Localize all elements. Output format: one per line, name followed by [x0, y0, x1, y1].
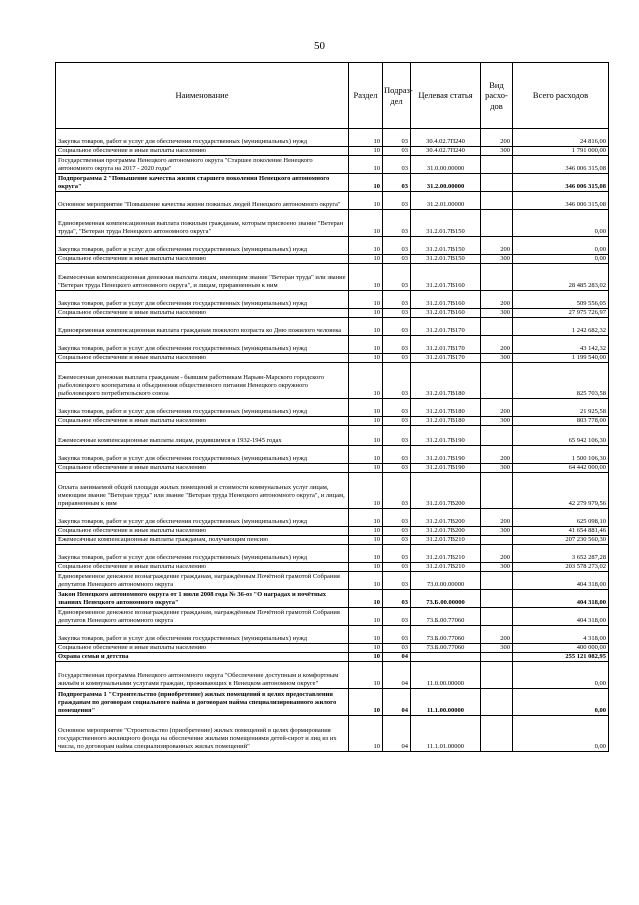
cell-article: 30.4.02.7П240: [411, 147, 481, 156]
table-row: [56, 426, 609, 446]
cell-section: 10: [349, 264, 383, 291]
cell-name: Социальное обеспечение и иные выплаты населению: [56, 255, 349, 264]
cell-section: 10: [349, 129, 383, 147]
cell-total: 42 279 979,56: [513, 473, 609, 509]
cell-article: 31.2.01.7В150: [411, 210, 481, 237]
cell-subsection: 03: [383, 192, 411, 210]
cell-subsection: 03: [383, 644, 411, 653]
table-row: [56, 473, 609, 509]
cell-name: Подпрограмма 1 "Строительство (приобретение) жилых помещений в целях предоставления гражданам по договорам социального найма и договорам найма специализированного жилого помещения": [56, 689, 349, 716]
cell-name: Закон Ненецкого автономного округа от 1 июля 2008 года № 36-оз "О наградах и почётных званиях Ненецкого автономного округа": [56, 590, 349, 608]
cell-total: 0,00: [513, 255, 609, 264]
header-name: Наименование: [56, 63, 349, 129]
cell-article: 31.2.01.7В190: [411, 464, 481, 473]
cell-article: 31.2.01.7В150: [411, 237, 481, 255]
cell-total: 0,00: [513, 237, 609, 255]
header-subsection: Подраз- дел: [383, 63, 411, 129]
cell-article: 31.2.01.7В170: [411, 318, 481, 336]
cell-name: Социальное обеспечение и иные выплаты населению: [56, 147, 349, 156]
cell-subsection: 03: [383, 237, 411, 255]
table-row: [56, 309, 609, 318]
cell-article: 31.0.00.00000: [411, 156, 481, 174]
cell-article: 31.2.01.7В190: [411, 446, 481, 464]
cell-subsection: 03: [383, 336, 411, 354]
cell-total: 43 142,32: [513, 336, 609, 354]
cell-name: Государственная программа Ненецкого автономного округа "Старшее поколение Ненецкого автономного округа на 2017 - 2020 годы": [56, 156, 349, 174]
cell-name: Ежемесячная компенсационная денежная выплата лицам, имеющим звание "Ветеран труда" или звание "Ветеран труда Ненецкого автономного округа", и лицам, приравненным к ним: [56, 264, 349, 291]
cell-name: Социальное обеспечение и иные выплаты населению: [56, 309, 349, 318]
cell-kind: [481, 192, 513, 210]
cell-total: 0,00: [513, 210, 609, 237]
cell-kind: [481, 264, 513, 291]
cell-total: 1 242 682,32: [513, 318, 609, 336]
cell-article: 31.2.00.00000: [411, 174, 481, 192]
table-row: [56, 129, 609, 147]
cell-article: 31.2.01.7В180: [411, 363, 481, 399]
cell-kind: 300: [481, 255, 513, 264]
table-row: [56, 210, 609, 237]
cell-article: 31.2.01.7В160: [411, 291, 481, 309]
table-row: [56, 174, 609, 192]
cell-section: 10: [349, 608, 383, 626]
table-row: [56, 545, 609, 563]
cell-section: 10: [349, 545, 383, 563]
cell-kind: 300: [481, 354, 513, 363]
table-body: [56, 129, 609, 752]
cell-name: Единовременная компенсационная выплата гражданам пожилого возраста ко Дню пожилого человека: [56, 318, 349, 336]
cell-subsection: 03: [383, 626, 411, 644]
table-row: [56, 644, 609, 653]
cell-kind: [481, 590, 513, 608]
cell-total: 400 000,00: [513, 644, 609, 653]
cell-kind: [481, 473, 513, 509]
cell-total: 825 703,58: [513, 363, 609, 399]
cell-kind: 300: [481, 147, 513, 156]
cell-section: 10: [349, 653, 383, 662]
cell-section: 10: [349, 291, 383, 309]
cell-total: 3 652 287,28: [513, 545, 609, 563]
cell-total: 346 006 315,08: [513, 192, 609, 210]
cell-kind: [481, 426, 513, 446]
cell-article: 31.2.01.7В150: [411, 255, 481, 264]
cell-subsection: 03: [383, 129, 411, 147]
cell-article: 31.2.01.7В200: [411, 509, 481, 527]
cell-kind: [481, 689, 513, 716]
cell-section: 10: [349, 626, 383, 644]
cell-total: 0,00: [513, 716, 609, 752]
cell-section: 10: [349, 716, 383, 752]
cell-total: 0,00: [513, 662, 609, 689]
cell-name: Государственная программа Ненецкого автономного округа "Обеспечение доступным и комфортным жильём и коммунальными услугами граждан, проживающих в Ненецком автономном округе": [56, 662, 349, 689]
cell-kind: [481, 210, 513, 237]
table-row: [56, 653, 609, 662]
cell-section: 10: [349, 399, 383, 417]
cell-article: [411, 653, 481, 662]
cell-total: 28 485 283,02: [513, 264, 609, 291]
cell-article: 73.Б.00.77060: [411, 608, 481, 626]
cell-subsection: 03: [383, 446, 411, 464]
cell-subsection: 03: [383, 608, 411, 626]
table-row: [56, 464, 609, 473]
cell-subsection: 03: [383, 536, 411, 545]
cell-section: 10: [349, 174, 383, 192]
cell-subsection: 03: [383, 426, 411, 446]
cell-name: Основное мероприятие "Повышение качества жизни пожилых людей Ненецкого автономного округа": [56, 192, 349, 210]
cell-article: 73.Б.00.77060: [411, 626, 481, 644]
cell-name: Закупка товаров, работ и услуг для обеспечения государственных (муниципальных) нужд: [56, 399, 349, 417]
cell-total: 625 098,10: [513, 509, 609, 527]
cell-subsection: 03: [383, 147, 411, 156]
cell-total: 21 925,58: [513, 399, 609, 417]
cell-subsection: 03: [383, 527, 411, 536]
table-header-row: [56, 63, 609, 129]
cell-section: 10: [349, 426, 383, 446]
table-row: [56, 363, 609, 399]
cell-name: Оплата занимаемой общей площади жилых помещений и стоимости коммунальных услуг лицам, имеющим звание "Ветеран труда" или звание "Ветеран труда Ненецкого автономного округа", и лицам, приравненным к ним: [56, 473, 349, 509]
cell-section: 10: [349, 473, 383, 509]
cell-total: 1 791 000,00: [513, 147, 609, 156]
cell-article: 31.2.01.7В210: [411, 536, 481, 545]
cell-article: 31.2.01.7В170: [411, 336, 481, 354]
cell-subsection: 03: [383, 509, 411, 527]
table-row: [56, 192, 609, 210]
cell-subsection: 04: [383, 716, 411, 752]
table-row: [56, 446, 609, 464]
cell-kind: [481, 536, 513, 545]
cell-total: 255 121 082,95: [513, 653, 609, 662]
cell-subsection: 03: [383, 264, 411, 291]
cell-subsection: 03: [383, 473, 411, 509]
cell-total: 1 199 540,00: [513, 354, 609, 363]
cell-article: 73.Б.00.77060: [411, 644, 481, 653]
cell-section: 10: [349, 192, 383, 210]
cell-name: Социальное обеспечение и иные выплаты населению: [56, 527, 349, 536]
cell-kind: 300: [481, 464, 513, 473]
budget-table: [55, 62, 609, 752]
cell-kind: [481, 608, 513, 626]
cell-subsection: 03: [383, 354, 411, 363]
cell-name: Социальное обеспечение и иные выплаты населению: [56, 644, 349, 653]
table-row: [56, 608, 609, 626]
cell-section: 10: [349, 309, 383, 318]
cell-subsection: 03: [383, 399, 411, 417]
cell-name: Закупка товаров, работ и услуг для обеспечения государственных (муниципальных) нужд: [56, 626, 349, 644]
cell-subsection: 03: [383, 156, 411, 174]
cell-kind: [481, 662, 513, 689]
cell-article: 30.4.02.7П240: [411, 129, 481, 147]
table-row: [56, 264, 609, 291]
cell-name: Единовременная компенсационная выплата пожилым гражданам, которым присвоено звание "Ветеран труда", "Ветеран труда Ненецкого автономного округа": [56, 210, 349, 237]
cell-kind: 200: [481, 446, 513, 464]
cell-subsection: 03: [383, 572, 411, 590]
cell-subsection: 03: [383, 363, 411, 399]
table-row: [56, 291, 609, 309]
cell-total: 207 230 560,30: [513, 536, 609, 545]
cell-article: 31.2.01.7В160: [411, 309, 481, 318]
cell-total: 346 006 315,08: [513, 156, 609, 174]
cell-name: Социальное обеспечение и иные выплаты населению: [56, 563, 349, 572]
table-row: [56, 255, 609, 264]
cell-section: 10: [349, 536, 383, 545]
cell-subsection: 03: [383, 545, 411, 563]
cell-name: Закупка товаров, работ и услуг для обеспечения государственных (муниципальных) нужд: [56, 336, 349, 354]
cell-kind: 300: [481, 527, 513, 536]
cell-section: 10: [349, 318, 383, 336]
cell-subsection: 04: [383, 689, 411, 716]
cell-kind: 200: [481, 336, 513, 354]
table-row: [56, 336, 609, 354]
cell-name: Закупка товаров, работ и услуг для обеспечения государственных (муниципальных) нужд: [56, 291, 349, 309]
table-row: [56, 509, 609, 527]
cell-section: 10: [349, 156, 383, 174]
table-row: [56, 662, 609, 689]
cell-name: Закупка товаров, работ и услуг для обеспечения государственных (муниципальных) нужд: [56, 446, 349, 464]
cell-section: 10: [349, 563, 383, 572]
cell-name: Закупка товаров, работ и услуг для обеспечения государственных (муниципальных) нужд: [56, 545, 349, 563]
table-row: [56, 527, 609, 536]
cell-kind: 200: [481, 237, 513, 255]
cell-kind: [481, 318, 513, 336]
page-number: 50: [314, 40, 325, 52]
cell-section: 10: [349, 527, 383, 536]
cell-subsection: 04: [383, 653, 411, 662]
cell-article: 31.2.01.7В200: [411, 473, 481, 509]
cell-article: 31.2.01.7В210: [411, 545, 481, 563]
cell-kind: 200: [481, 399, 513, 417]
cell-subsection: 03: [383, 590, 411, 608]
cell-total: 203 578 273,02: [513, 563, 609, 572]
cell-name: Охрана семьи и детства: [56, 653, 349, 662]
header-section: Раздел: [349, 63, 383, 129]
cell-kind: 200: [481, 626, 513, 644]
cell-section: 10: [349, 509, 383, 527]
cell-total: 4 318,00: [513, 626, 609, 644]
cell-kind: 200: [481, 129, 513, 147]
cell-section: 10: [349, 662, 383, 689]
cell-total: 27 975 726,97: [513, 309, 609, 318]
header-kind: Вид расхо- дов: [481, 63, 513, 129]
cell-subsection: 03: [383, 255, 411, 264]
cell-section: 10: [349, 572, 383, 590]
cell-article: 73.Б.00.00000: [411, 590, 481, 608]
cell-section: 10: [349, 147, 383, 156]
table-row: [56, 563, 609, 572]
cell-section: 10: [349, 237, 383, 255]
cell-article: 31.2.01.7В160: [411, 264, 481, 291]
table-row: [56, 689, 609, 716]
cell-article: 31.2.01.7В180: [411, 417, 481, 426]
cell-article: 31.2.01.00000: [411, 192, 481, 210]
cell-total: 41 654 881,46: [513, 527, 609, 536]
table-row: [56, 156, 609, 174]
cell-subsection: 03: [383, 464, 411, 473]
cell-subsection: 03: [383, 291, 411, 309]
cell-kind: 300: [481, 563, 513, 572]
cell-subsection: 03: [383, 417, 411, 426]
cell-name: Подпрограмма 2 "Повышение качества жизни старшего поколения Ненецкого автономного округа": [56, 174, 349, 192]
cell-section: 10: [349, 590, 383, 608]
cell-kind: [481, 363, 513, 399]
cell-name: Социальное обеспечение и иные выплаты населению: [56, 354, 349, 363]
cell-section: 10: [349, 363, 383, 399]
cell-total: 1 500 106,30: [513, 446, 609, 464]
table-row: [56, 354, 609, 363]
table-row: [56, 147, 609, 156]
cell-article: 73.0.00.00000: [411, 572, 481, 590]
cell-kind: [481, 572, 513, 590]
cell-section: 10: [349, 210, 383, 237]
cell-name: Закупка товаров, работ и услуг для обеспечения государственных (муниципальных) нужд: [56, 237, 349, 255]
cell-kind: 300: [481, 417, 513, 426]
table-row: [56, 318, 609, 336]
cell-total: 404 318,00: [513, 572, 609, 590]
cell-article: 11.1.00.00000: [411, 689, 481, 716]
cell-kind: [481, 174, 513, 192]
cell-total: 64 442 000,00: [513, 464, 609, 473]
cell-section: 10: [349, 644, 383, 653]
cell-total: 803 778,00: [513, 417, 609, 426]
cell-subsection: 04: [383, 662, 411, 689]
cell-section: 10: [349, 464, 383, 473]
cell-article: 11.0.00.00000: [411, 662, 481, 689]
cell-subsection: 03: [383, 318, 411, 336]
cell-name: Единовременное денежное вознаграждение гражданам, награждённым Почётной грамотой Собрания депутатов Ненецкого автономного округа: [56, 608, 349, 626]
cell-section: 10: [349, 336, 383, 354]
cell-name: Ежемесячные компенсационные выплаты гражданам, получающим пенсию: [56, 536, 349, 545]
header-article: Целевая статья: [411, 63, 481, 129]
cell-article: 31.2.01.7В190: [411, 426, 481, 446]
cell-name: Ежемесячные компенсационные выплаты лицам, родившимся в 1932-1945 годах: [56, 426, 349, 446]
table-row: [56, 237, 609, 255]
cell-article: 31.2.01.7В200: [411, 527, 481, 536]
cell-name: Основное мероприятие "Строительство (приобретение) жилых помещений в целях формирования государственного жилищного фонда на обеспечение жилыми помещениями детей-сирот и лиц из их числа, по договорам найма специализированных жилых помещений": [56, 716, 349, 752]
cell-name: Ежемесячная денежная выплата гражданам - бывшим работникам Нарьян-Марского городского рыболовецкого кооператива и объединения общественного питания Ненецкого окружного рыболовецкого потребительского союза: [56, 363, 349, 399]
cell-kind: 200: [481, 509, 513, 527]
cell-name: Единовременное денежное вознаграждение гражданам, награждённым Почётной грамотой Собрания депутатов Ненецкого автономного округа: [56, 572, 349, 590]
cell-name: Закупка товаров, работ и услуг для обеспечения государственных (муниципальных) нужд: [56, 509, 349, 527]
cell-article: 11.1.01.00000: [411, 716, 481, 752]
cell-subsection: 03: [383, 309, 411, 318]
table-row: [56, 626, 609, 644]
table-row: [56, 536, 609, 545]
header-total: Всего расходов: [513, 63, 609, 129]
cell-kind: [481, 653, 513, 662]
cell-total: 24 816,00: [513, 129, 609, 147]
cell-name: Социальное обеспечение и иные выплаты населению: [56, 464, 349, 473]
table-row: [56, 572, 609, 590]
cell-article: 31.2.01.7В210: [411, 563, 481, 572]
cell-total: 509 556,05: [513, 291, 609, 309]
cell-kind: 300: [481, 309, 513, 318]
cell-section: 10: [349, 417, 383, 426]
cell-total: 404 318,00: [513, 590, 609, 608]
cell-subsection: 03: [383, 563, 411, 572]
cell-kind: [481, 716, 513, 752]
cell-subsection: 03: [383, 210, 411, 237]
cell-total: 65 942 106,30: [513, 426, 609, 446]
cell-name: Закупка товаров, работ и услуг для обеспечения государственных (муниципальных) нужд: [56, 129, 349, 147]
cell-kind: 200: [481, 545, 513, 563]
cell-article: 31.2.01.7В180: [411, 399, 481, 417]
cell-total: 0,00: [513, 689, 609, 716]
cell-kind: [481, 156, 513, 174]
cell-total: 404 318,00: [513, 608, 609, 626]
table-row: [56, 417, 609, 426]
cell-article: 31.2.01.7В170: [411, 354, 481, 363]
cell-kind: 300: [481, 644, 513, 653]
cell-section: 10: [349, 446, 383, 464]
cell-section: 10: [349, 255, 383, 264]
table-row: [56, 590, 609, 608]
cell-section: 10: [349, 689, 383, 716]
table-row: [56, 399, 609, 417]
cell-subsection: 03: [383, 174, 411, 192]
table-row: [56, 716, 609, 752]
cell-total: 346 006 315,08: [513, 174, 609, 192]
cell-section: 10: [349, 354, 383, 363]
cell-name: Социальное обеспечение и иные выплаты населению: [56, 417, 349, 426]
cell-kind: 200: [481, 291, 513, 309]
